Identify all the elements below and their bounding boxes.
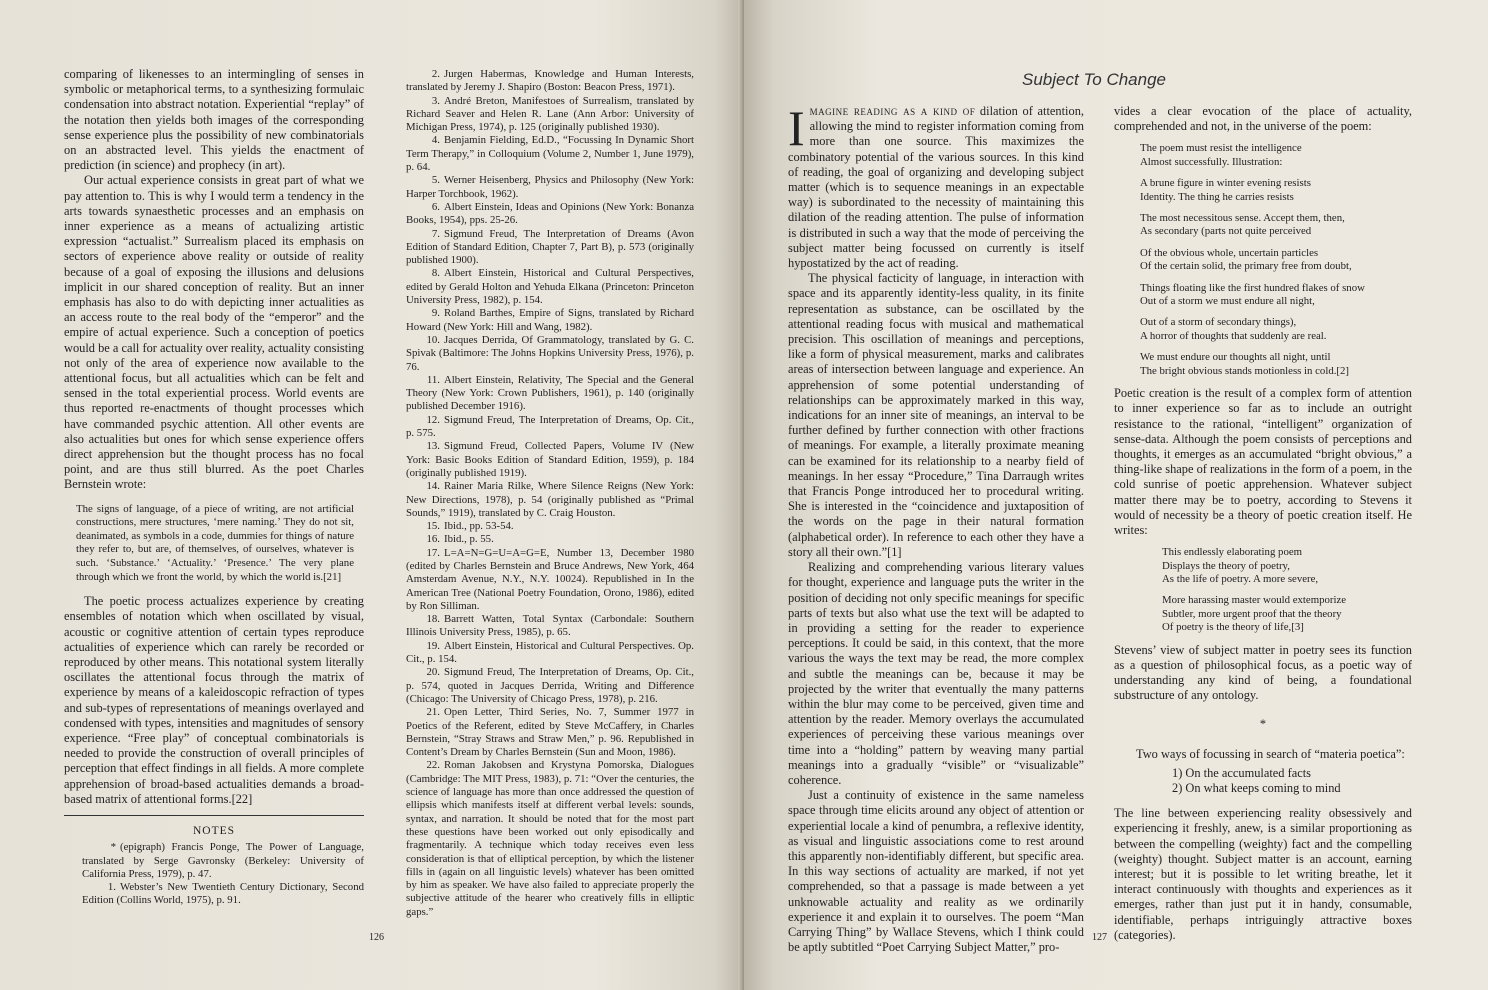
footnote (388, 759, 694, 919)
footnote-number: 15. (426, 520, 440, 533)
notes-divider (64, 815, 364, 816)
paragraph: Realizing and comprehending various literary values for thought, experience and language puts the writer in the position of deciding not only specific meanings for specific parts of texts but also what use the text will be adapted to in providing a setting for the reader to experience perceptions. It could be said, in this context, that the more various the ways the text may be read, the more complex and subtle the meanings can be, because it may be projected by the writer that eventually the many patterns within the blur may come to be perceived, given time and attention by the reader. Memory overlays the accumulated experiences of perceiving these various meanings over time into a “holding” pattern by weaving many partial meanings into a gradually “visible” or “visualizable” coherence. (788, 560, 1084, 787)
poem-line: The bright obvious stands motionless in cold.[2] (1140, 364, 1350, 377)
footnote-text: Ibid., p. 55. (444, 533, 494, 546)
footnote (388, 640, 694, 667)
footnote (388, 414, 694, 441)
footnote-number: 3. (431, 94, 440, 107)
poem-line: A horror of thoughts that suddenly are real. (1140, 329, 1327, 342)
footnote (388, 228, 694, 268)
poem-line: Things floating like the first hundred flakes of snow (1140, 281, 1365, 294)
quote-text: The signs of language, of a piece of writing, are not artificial constructions, mere structures, ‘mere naming.’ They do not sit, deanimated, as symbols in a code, dummies for things of nature they refer to, but are, of themselves, of ourselves, whatever is such. ‘Substance.’ ‘Actuality.’ ‘Presence.’ The very plane through which we front the world, by which the world is.[21] (76, 502, 354, 583)
poem-line: As the life of poetry. A more severe, (1162, 572, 1319, 585)
footnote-number: 18. (426, 613, 440, 626)
footnote (64, 881, 364, 908)
footnote (388, 666, 694, 706)
paragraph: Two ways of focussing in search of “materia poetica”: (1136, 746, 1405, 761)
section-separator: * (1259, 717, 1267, 732)
right-page-column-2 (1114, 104, 1412, 943)
footnote-number: 4. (431, 134, 440, 147)
poem-stanza (1162, 546, 1412, 586)
footnote-number: * (110, 841, 116, 854)
poem-line: Almost successfully. Illustration: (1140, 155, 1283, 168)
notes-list (64, 841, 364, 907)
footnote-text: Webster’s New Twentieth Century Dictionary, Second Edition (Collins World, 1975), p. 91. (82, 881, 364, 907)
notes-title: NOTES (192, 825, 236, 838)
footnote (388, 307, 694, 334)
footnote (388, 706, 694, 759)
numbered-list (1172, 766, 1412, 796)
opening-paragraph (788, 100, 1084, 271)
list-item: 1) On the accumulated facts (1172, 765, 1311, 780)
footnote-number: 7. (431, 227, 440, 240)
right-page (744, 0, 1488, 990)
footnote-text: Jurgen Habermas, Knowledge and Human Interests, translated by Jeremy J. Shapiro (Boston: Beacon Press, 1971). (406, 68, 694, 94)
footnote-text: Albert Einstein, Relativity, The Special and the General Theory (New York: Crown Publishers, 1961), p. 140 (originally published December 1916). (406, 373, 694, 413)
paragraph: Poetic creation is the result of a complex form of attention to inner experience so far as to include an outright resistance to the rational, “intelligent” organization of sense-data. Although the poem consists of perceptions and thoughts, it emerges as an accumulated “bright obvious,” a thing-like shape of realizations in the form of a poem, in the cold sunrise of poetic apprehension. Whatever subject matter there may be to poetry, according to Stevens it would of necessity be a theory of poetic creation itself. He writes: (1114, 386, 1412, 537)
footnote-number: 22. (426, 759, 440, 772)
footnote-text: Albert Einstein, Historical and Cultural Perspectives, edited by Gerald Holton and Yehuda Elkana (Princeton: Princeton University Press, 1982), p. 154. (406, 267, 694, 307)
paragraph: Our actual experience consists in great part of what we pay attention to. This is why I would term a tendency in the arts towards synaesthetic processes and an emphasis on inner experience as a means of actualizing artistic expression “actualist.” Surrealism placed its emphasis on sectors of experience above reality or outside of reality because of a goal of exposing the illusions and delusions implicit in our shared conception of reality. But an inner emphasis has also to do with depicting inner actualities as an access route to the real body of the “emperor” and the empire of actual experience. Such a conception of poetics would be a call for actuality over reality, actuality consisting not only of the area of experience now available to the attentional focus, but all actualities which can be felt and sensed in the total experiential process. World events are thus reported re-enactments of thought processes which have commanded psychic attention. All other events are also actualities but ones for which sense experience offers direct apprehension but the thought process has no focal point, and are thus still blurred. As the poet Charles Bernstein wrote: (64, 173, 364, 492)
footnote-number: 9. (431, 307, 440, 320)
paragraph: Stevens’ view of subject matter in poetry sees its function as a question of philosophical focus, as a poetic way of understanding any kind of being, a foundational substructure of any ontology. (1114, 642, 1412, 703)
footnote-text: Roland Barthes, Empire of Signs, translated by Richard Howard (New York: Hill and Wang, 1982). (406, 307, 694, 333)
footnote-text: Open Letter, Third Series, No. 7, Summer 1977 in Poetics of the Referent, edited by Steve McCaffery, in Charles Bernstein, “Stray Straws and Straw Men,” p. 96. Republished in Content’s Dream by Charles Bernstein (Sun and Moon, 1986). (406, 706, 694, 759)
poem-stanza (1140, 282, 1412, 309)
poem-line: Of the obvious whole, uncertain particles (1140, 246, 1319, 259)
footnote-number: 8. (431, 267, 440, 280)
poem-line: We must endure our thoughts all night, until (1140, 351, 1331, 364)
footnote (388, 201, 694, 228)
left-page-column-1 (64, 67, 364, 908)
footnote-text: Barrett Watten, Total Syntax (Carbondale: Southern Illinois University Press, 1985), p. 65. (406, 613, 694, 639)
poem-line: A brune figure in winter evening resists (1140, 177, 1311, 190)
poem-quotation (1140, 142, 1412, 378)
footnote-text: Benjamin Fielding, Ed.D., “Focussing In Dynamic Short Term Therapy,” in Colloquium (Volume 2, Number 1, June 1979), p. 64. (406, 134, 694, 174)
footnote-number: 5. (431, 174, 440, 187)
footnote (388, 520, 694, 533)
footnote-number: 13. (426, 440, 440, 453)
footnote-number: 6. (431, 200, 440, 213)
footnote-text: André Breton, Manifestoes of Surrealism, translated by Richard Seaver and Helen R. Lane (Ann Arbor: University of Michigan Press, 1974), p. 125 (originally published 1930). (406, 94, 694, 134)
poem-stanza (1140, 247, 1412, 274)
footnote (388, 533, 694, 546)
drop-cap: I (788, 100, 805, 156)
footnote (388, 267, 694, 307)
notes-list (388, 68, 694, 919)
footnote-text: Ibid., pp. 53-54. (444, 520, 514, 533)
lead-in: magine reading as a kind of (809, 104, 976, 118)
footnote-text: Werner Heisenberg, Physics and Philosophy (New York: Harper Torchbook, 1962). (406, 174, 694, 200)
paragraph: Just a continuity of existence in the same nameless space through time elicits around any object of attention or experiential locale a kind of penumbra, a reflexive identity, as visual and linguistic associations come to rest around this apparently non-identifiably different, but specific area. In this way sections of actuality are marked, if not yet comprehended, so that a passage is made between a yet unknowable actuality and reality as we ordinarily experience it and explain it to ourselves. The poem “Man Carrying Thing” by Wallace Stevens, which I think could be aptly subtitled “Poet Carrying Subject Matter,” pro- (788, 788, 1084, 955)
poem-line: As secondary (parts not quite perceived (1140, 225, 1312, 238)
poem-stanza (1140, 351, 1412, 378)
poem-line: More harassing master would extemporize (1162, 594, 1347, 607)
footnote-number: 10. (426, 333, 440, 346)
footnote-number: 20. (426, 666, 440, 679)
poem-stanza (1162, 594, 1412, 634)
footnote (388, 134, 694, 174)
footnote-text: L=A=N=G=U=A=G=E, Number 13, December 1980 (edited by Charles Bernstein and Bruce Andrews, New York, 464 Amsterdam Avenue, N.Y., N.Y. 10024). Republished in In the American Tree (National Poetry Foundation, Orono, 1986), edited by Ron Silliman. (406, 546, 694, 612)
footnote-number: 16. (426, 533, 440, 546)
page-number: 127 (1092, 932, 1107, 943)
footnote-text: Sigmund Freud, The Interpretation of Dreams, Op. Cit., p. 574, quoted in Jacques Derrida, Writing and Difference (Chicago: The University of Chicago Press, 1978), p. 216. (406, 666, 694, 705)
poem-line: Of the certain solid, the primary free from doubt, (1140, 260, 1352, 273)
paragraph: The physical facticity of language, in interaction with space and its apparently identity-less quality, in its finite representation as substance, can be oscillated by the attentional reading focus with musical and mathematical precision. This oscillation of meanings and perceptions, like a form of physical measurement, marks and calibrates areas of intersection between language and experience. An apprehension of some potential understanding of relationships can be approximately marked in this way, indications for an inner site of meanings, an interval to be further defined by further connection with other fractions of meanings. For example, a literally proximate meaning can be examined for its relationship to a nearby field of meanings. In her essay “Procedure,” Tina Darraugh writes that Francis Ponge introduced her to procedural writing. She is interested in the “coincidence and juxtaposition of the words on the page in their natural formation (alphabetical order). In reference to each other they have a story all their own.”[1] (788, 271, 1084, 559)
footnote-number: 17. (426, 546, 440, 559)
left-page-column-2 (388, 68, 694, 919)
poem-line: Out of a storm we must endure all night, (1140, 295, 1315, 308)
footnote-number: 12. (426, 413, 440, 426)
paragraph: comparing of likenesses to an intermingling of senses in symbolic or metaphorical terms, to a synthesizing formulaic condensation into abstract notation. Experiential “replay” of the notation then yields both images of the corresponding sense experience plus the possibility of new combinatorials on an abstracted level. This yields the enactment of prediction (in science) and prophecy (in art). (64, 67, 364, 173)
footnote-text: Sigmund Freud, The Interpretation of Dreams (Avon Edition of Standard Edition, Chapter 7, Part B), p. 573 (originally published 1900). (406, 227, 694, 267)
poem-line: The most necessitous sense. Accept them, then, (1140, 212, 1345, 225)
poem-stanza (1140, 316, 1412, 343)
poem-line: Displays the theory of poetry, (1162, 559, 1290, 572)
footnote (388, 95, 694, 135)
footnote-text: Roman Jakobsen and Krystyna Pomorska, Dialogues (Cambridge: The MIT Press, 1983), p. 71: “Over the centuries, the science of language has more than once addressed the question of ellipsis which manifests itself at different verbal levels: sounds, syntax, and narration. It should be noted that for the most part these questions have been worked out only episodically and fragmentarily. A technique which today receives even less consideration is that of elliptical perception, by which the listener fills in (again on all linguistic levels) whatever has been omitted by him as speaker. We have also failed to appreciate properly the subjective attitude of the hearer who creatively fills in elliptic gaps.” (406, 759, 694, 918)
poem-stanza (1140, 177, 1412, 204)
paragraph-text: dilation of attention, allowing the mind to register information coming from more than one source. This maximizes the combinatory potential of the various sources. In this kind of reading, the goal of organizing and developing subject matter (which is to sequence meanings in an expectable way) is subordinated to the necessity of maintaining this dilation of the reading attention. The pulse of information is distributed in such a way that the mode of perceiving the subject matter being focussed on currently is itself hypostatized by the act of reading. (788, 104, 1084, 271)
footnote-number: 19. (426, 639, 440, 652)
footnote-text: Sigmund Freud, The Interpretation of Dreams, Op. Cit., p. 575. (406, 413, 694, 440)
footnote-number: 2. (431, 68, 440, 80)
poem-line: Subtler, more urgent proof that the theory (1162, 607, 1342, 620)
footnote-text: Rainer Maria Rilke, Where Silence Reigns (New York: New Directions, 1978), p. 54 (originally published as “Primal Sounds,” 1919), translated by C. Craig Houston. (406, 480, 694, 519)
poem-quotation (1162, 546, 1412, 634)
footnote (388, 440, 694, 480)
footnote (388, 374, 694, 414)
list-item: 2) On what keeps coming to mind (1172, 780, 1341, 795)
footnote-number: 11. (426, 373, 440, 386)
footnote (388, 547, 694, 613)
paragraph: The poetic process actualizes experience by creating ensembles of notation which when oscillated by visual, acoustic or cognitive attention of certain types reproduce actualities of experience which can rarely be recorded or reproduced by other means. This notational system literally oscillates the attentional focus through the matrix of experience by means of a kaleidoscopic refraction of types and sub-types of representations of meanings overlayed and condensed with types, intensities and magnitudes of sensory experience. “Free play” of conceptual combinatorials is needed to provide the construction of overall principles of perception that effect findings in all fields. A more complete apprehension of broad-based actualities demands a broad-based matrix of attentional forms.[22] (64, 594, 364, 806)
footnote (388, 480, 694, 520)
footnote (64, 841, 364, 881)
poem-line: Identity. The thing he carries resists (1140, 190, 1294, 203)
footnote (388, 613, 694, 640)
poem-stanza (1140, 212, 1412, 239)
footnote-text: Sigmund Freud, Collected Papers, Volume IV (New York: Basic Books Edition of Standard Edition, 1959), p. 184 (originally published 1919). (406, 440, 694, 479)
poem-line: Out of a storm of secondary things), (1140, 316, 1297, 329)
poem-line: Of poetry is the theory of life,[3] (1162, 621, 1304, 634)
poem-stanza (1140, 142, 1412, 169)
footnote-text: (epigraph) Francis Ponge, The Power of Language, translated by Serge Gavronsky (Berkeley: University of California Press, 1979), p. 47. (82, 841, 364, 880)
footnote (388, 68, 694, 95)
footnote (388, 334, 694, 374)
footnote-text: Albert Einstein, Historical and Cultural Perspectives. Op. Cit., p. 154. (406, 639, 694, 666)
paragraph: vides a clear evocation of the place of actuality, comprehended and not, in the universe of the poem: (1114, 104, 1412, 134)
paragraph: The line between experiencing reality obsessively and experiencing it freshly, anew, is a similar proportioning as between the compelling (weighty) fact and the compelling (weighty) thought. Subject matter is an account, earning interest; but it is possible to let writing breathe, let it interact continuously with thoughts and experiences as it emerges, rather than just put it in handy, consumable, identifiable, perhaps intriguingly attractive boxes (categories). (1114, 806, 1412, 942)
running-head: Subject To Change (1022, 70, 1166, 89)
poem-line: The poem must resist the intelligence (1140, 142, 1302, 155)
footnote-number: 14. (426, 480, 440, 493)
page-number: 126 (369, 932, 384, 943)
block-quote (76, 503, 354, 585)
footnote-text: Albert Einstein, Ideas and Opinions (New York: Bonanza Books, 1954), pps. 25-26. (406, 200, 694, 227)
poem-line: This endlessly elaborating poem (1162, 546, 1303, 559)
right-page-column-1 (788, 100, 1084, 955)
footnote-number: 1. (107, 881, 116, 894)
footnote (388, 174, 694, 201)
footnote-number: 21. (426, 706, 440, 719)
footnote-text: Jacques Derrida, Of Grammatology, translated by G. C. Spivak (Baltimore: The Johns Hopkins University Press, 1976), p. 76. (406, 333, 694, 373)
